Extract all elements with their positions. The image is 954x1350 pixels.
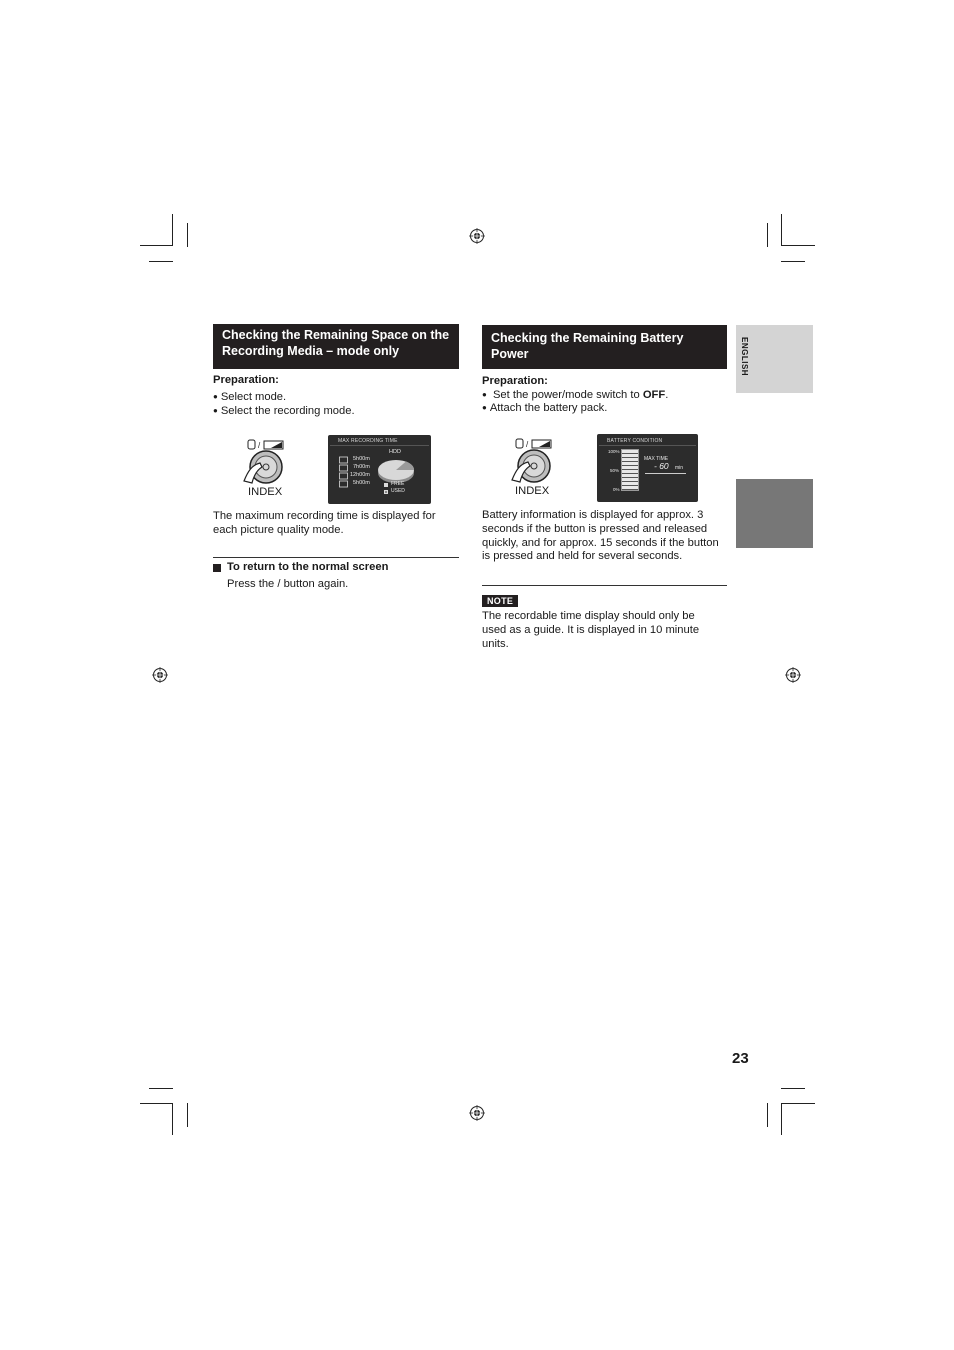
registration-mark-icon [785, 667, 801, 683]
left-preparation-label: Preparation: [213, 374, 279, 386]
max-time-label: MAX TIME [644, 456, 669, 462]
level-label: 50% [610, 468, 620, 473]
time-value: 12h00m [350, 472, 370, 478]
right-preparation-label: Preparation: [482, 375, 548, 387]
crop-mark [781, 261, 805, 262]
battery-condition-screen [597, 434, 698, 502]
max-time-unit: min [675, 465, 684, 471]
crop-mark [187, 1103, 188, 1127]
battery-level-gauge [621, 449, 639, 491]
screen-divider [330, 445, 429, 446]
right-header-text: Checking the Remaining Battery Power [491, 331, 684, 361]
screen-divider [599, 445, 696, 446]
square-bullet-icon [213, 564, 221, 572]
index-button-figure [238, 437, 298, 487]
level-label: 100% [608, 449, 620, 454]
legend-free: FREE [391, 481, 405, 487]
language-tab [736, 325, 813, 393]
registration-mark-icon [152, 667, 168, 683]
chapter-tab [736, 479, 813, 548]
index-button-label: INDEX [515, 485, 550, 497]
off-keyword: OFF [642, 389, 666, 401]
index-button-figure [506, 436, 566, 486]
right-prep-item: ● Attach the battery pack. [482, 402, 607, 416]
crop-mark [767, 1103, 768, 1127]
level-label: 0% [613, 487, 620, 492]
right-section-header [482, 325, 727, 369]
registration-mark-icon [469, 228, 485, 244]
note-text: The recordable time display should only be used as a guide. It is displayed in 10 minute units. [482, 610, 700, 650]
time-value: 5h00m [353, 480, 370, 486]
note-badge: NOTE [482, 595, 518, 607]
return-heading: To return to the normal screen [227, 561, 389, 573]
return-text: Press the / button again. [227, 578, 349, 590]
svg-text:/: / [258, 441, 261, 450]
recording-time-screen [328, 435, 431, 504]
free-legend-swatch [384, 483, 388, 487]
language-tab-label: ENGLISH [740, 337, 749, 377]
legend-used: USED [391, 488, 405, 494]
prep-item-period: . [665, 389, 669, 401]
crop-mark [149, 1088, 173, 1089]
registration-mark-icon [469, 1105, 485, 1121]
left-divider [213, 557, 459, 558]
crop-mark [140, 245, 173, 246]
crop-mark [767, 223, 768, 247]
right-body-text: Battery information is displayed for approx. 3 seconds if the button is pressed and released quickly, and for approx. 15 seconds if the button is pressed and held for several seconds. [482, 509, 719, 563]
crop-mark [781, 1088, 805, 1089]
screen-title: BATTERY CONDITION [607, 438, 663, 444]
left-body-text: The maximum recording time is displayed for each picture quality mode. [213, 510, 436, 536]
left-prep-item: ● Select the recording mode. [213, 405, 355, 419]
crop-mark [781, 1103, 782, 1135]
max-time-underline [645, 473, 686, 474]
quality-mode-icons [339, 456, 348, 489]
left-prep-item: ● Select mode. [213, 391, 286, 405]
right-prep-item [482, 389, 668, 403]
svg-text:/: / [526, 440, 529, 449]
media-label: HDD [389, 449, 401, 455]
right-divider [482, 585, 727, 586]
prep-item-text: Set the power/mode switch to [492, 389, 643, 401]
screen-title: MAX RECORDING TIME [338, 438, 398, 444]
index-button-label: INDEX [248, 486, 283, 498]
left-header-text: Checking the Remaining Space on the Recording Media – mode only [222, 328, 450, 358]
crop-mark [172, 214, 173, 246]
crop-mark [140, 1103, 173, 1104]
time-value: 7h00m [353, 464, 370, 470]
page-number: 23 [732, 1050, 749, 1067]
crop-mark [781, 1103, 815, 1104]
battery-level-fill [622, 450, 638, 490]
max-time-value: - 60 [654, 461, 669, 471]
left-section-header [213, 324, 459, 369]
crop-mark [781, 214, 782, 246]
time-value: 5h00m [353, 456, 370, 462]
crop-mark [149, 261, 173, 262]
crop-mark [781, 245, 815, 246]
used-legend-swatch [384, 490, 388, 494]
crop-mark [187, 223, 188, 247]
crop-mark [172, 1103, 173, 1135]
